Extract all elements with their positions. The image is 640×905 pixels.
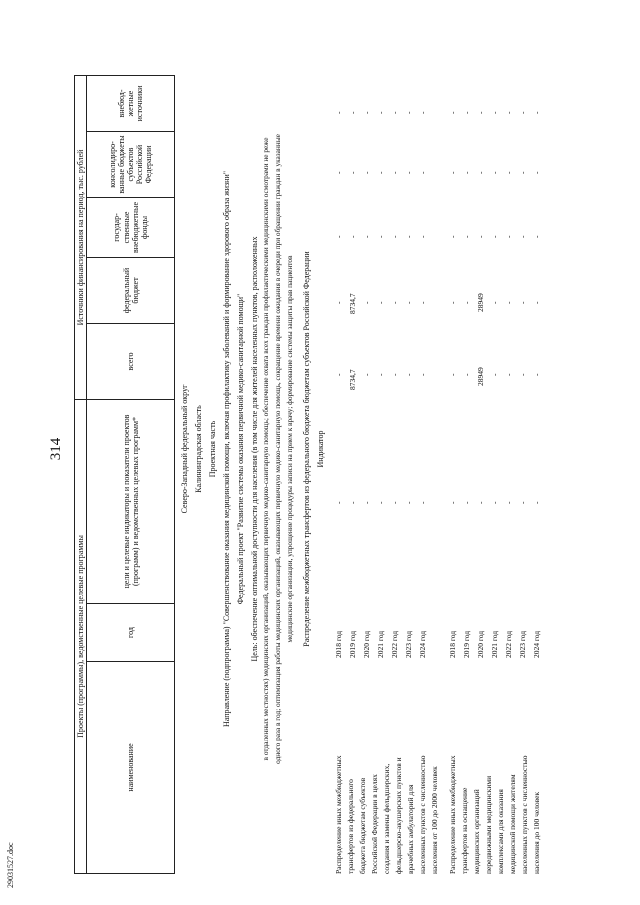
row-total: -	[390, 373, 399, 376]
district-title: Северо-Западный федеральный округ	[180, 384, 189, 514]
block-2-name-line: медицинских организаций	[472, 789, 481, 874]
block-2-name-line: передвижными медицинскими	[484, 775, 493, 874]
row-regional: -	[390, 171, 399, 174]
row-federal: -	[504, 301, 513, 304]
block-1-name-line: фельдшерско-акушерских пунктов и	[394, 757, 403, 874]
row-funds: -	[376, 235, 385, 238]
row-year: 2021 год	[490, 630, 499, 658]
row-federal: -	[462, 301, 471, 304]
table-row	[448, 24, 458, 874]
row-total: -	[376, 373, 385, 376]
block-2-name-line: медицинской помощи жителям	[508, 774, 517, 874]
block-2-name-line: населения до 100 человек	[532, 791, 541, 874]
table-row	[390, 24, 400, 874]
row-regional: -	[362, 171, 371, 174]
block-1-name-line: трансфертов из федерального	[346, 779, 355, 874]
row-year: 2019 год	[462, 630, 471, 658]
row-regional: -	[504, 171, 513, 174]
row-year: 2021 год	[376, 630, 385, 658]
header-regional: консолидиро-ванные бюджеты субъектов Российской Федерации	[87, 132, 175, 198]
block-1-name-line: населения от 100 до 2000 человек	[430, 766, 439, 874]
row-funds: -	[462, 235, 471, 238]
header-extra: внебюд-жетные источники	[87, 76, 175, 132]
row-federal: -	[404, 301, 413, 304]
row-year: 2024 год	[532, 630, 541, 658]
goal-line-3: одного раза в год; оптимизация работы медицинских организаций, оказывающих первичную медико-санитарную помощь, сокращение времени ожидания в очереди при обращении граждан в указанные	[273, 134, 282, 764]
row-regional: -	[476, 171, 485, 174]
row-regional: -	[462, 171, 471, 174]
row-total: -	[448, 373, 457, 376]
row-regional: -	[418, 171, 427, 174]
row-federal: -	[362, 301, 371, 304]
row-funds: -	[334, 235, 343, 238]
row-federal: 8734,7	[348, 293, 357, 314]
block-1-name-line: создания и замены фельдшерских,	[382, 763, 391, 874]
goal-line-4: медицинские организации, упрощение процедуры записи на прием к врачу; формирование системы защиты прав пациентов	[285, 255, 294, 643]
row-regional: -	[348, 171, 357, 174]
table-row	[532, 24, 542, 874]
row-funds: -	[490, 235, 499, 238]
row-goals: -	[390, 501, 399, 504]
row-year: 2020 год	[476, 630, 485, 658]
row-total: -	[334, 373, 343, 376]
goal-line-1: Цель: обеспечение оптимальной доступности для населения (в том числе для жителей населенных пунктов, расположенных	[250, 236, 259, 662]
row-goals: -	[334, 501, 343, 504]
row-federal: -	[490, 301, 499, 304]
header-goals: цели и целевые индикаторы и показатели проектов (программ) и ведомственных целевых программ*	[87, 400, 175, 604]
row-goals: -	[404, 501, 413, 504]
block-2-name-line: трансфертов на оснащение	[460, 787, 469, 874]
table-row	[376, 24, 386, 874]
header-table	[74, 75, 175, 874]
row-extra: -	[404, 111, 413, 114]
row-total: -	[518, 373, 527, 376]
header-total: всего	[87, 324, 175, 400]
table-row	[462, 24, 472, 874]
row-federal: -	[418, 301, 427, 304]
row-extra: -	[448, 111, 457, 114]
row-funds: -	[518, 235, 527, 238]
row-regional: -	[448, 171, 457, 174]
row-goals: -	[376, 501, 385, 504]
row-goals: -	[476, 501, 485, 504]
table-row	[418, 24, 428, 874]
row-funds: -	[504, 235, 513, 238]
row-year: 2018 год	[448, 630, 457, 658]
row-regional: -	[532, 171, 541, 174]
row-goals: -	[490, 501, 499, 504]
row-funds: -	[348, 235, 357, 238]
row-regional: -	[404, 171, 413, 174]
block-1-name-line: Распределение иных межбюджетных	[334, 755, 343, 874]
row-funds: -	[390, 235, 399, 238]
row-goals: -	[448, 501, 457, 504]
table-row	[348, 24, 358, 874]
header-name: наименование	[87, 662, 175, 874]
goal-line-2: в отдаленных местностях) медицинских организаций, оказывающих первичную медико-санитарную помощь; обеспечение охвата всех граждан профилактическими медицинскими осмотрами не реже	[261, 137, 270, 761]
row-extra: -	[518, 111, 527, 114]
row-extra: -	[376, 111, 385, 114]
row-year: 2020 год	[362, 630, 371, 658]
row-total: -	[504, 373, 513, 376]
row-total: -	[362, 373, 371, 376]
row-extra: -	[476, 111, 485, 114]
row-goals: -	[462, 501, 471, 504]
block-1-name-line: Российской Федерации в целях	[370, 774, 379, 874]
row-goals: -	[418, 501, 427, 504]
block-2-name-line: комплексами для оказания	[496, 789, 505, 874]
row-extra: -	[462, 111, 471, 114]
region-title: Калининградская область	[194, 405, 203, 493]
rotated-page	[44, 24, 640, 874]
row-regional: -	[376, 171, 385, 174]
data-rows	[334, 24, 634, 874]
federal-project-title: Федеральный проект "Развитие системы оказания первичной медико-санитарной помощи"	[236, 293, 245, 605]
row-federal: -	[334, 301, 343, 304]
table-row	[518, 24, 528, 874]
row-funds: -	[448, 235, 457, 238]
row-year: 2022 год	[504, 630, 513, 658]
row-year: 2023 год	[518, 630, 527, 658]
document-id: 29031527.doc	[6, 842, 15, 888]
block-1-name-line: врачебных амбулаторий для	[406, 784, 415, 874]
row-total: -	[532, 373, 541, 376]
row-extra: -	[348, 111, 357, 114]
table-row	[476, 24, 486, 874]
row-federal: -	[518, 301, 527, 304]
table-row	[334, 24, 344, 874]
table-row	[504, 24, 514, 874]
transfer-heading: Распределение межбюджетных трансфертов из федерального бюджета бюджетам субъектов Российской Федерации	[302, 251, 311, 647]
row-goals: -	[348, 501, 357, 504]
row-total: 8734,7	[348, 369, 357, 390]
header-group-projects: Проекты (программы), ведомственные целевые программы	[75, 400, 87, 874]
row-regional: -	[518, 171, 527, 174]
row-extra: -	[418, 111, 427, 114]
block-2-name-line: Распределение иных межбюджетных	[448, 755, 457, 874]
block-2-name-line: населенных пунктов с численностью	[520, 755, 529, 874]
row-federal: -	[448, 301, 457, 304]
row-extra: -	[504, 111, 513, 114]
row-year: 2019 год	[348, 630, 357, 658]
row-year: 2024 год	[418, 630, 427, 658]
row-total: -	[462, 373, 471, 376]
row-funds: -	[404, 235, 413, 238]
indicator-label: Индикатор	[316, 430, 325, 468]
direction-title: Направление (подпрограмма) "Совершенствование оказания медицинской помощи, включая профилактику заболеваний и формирование здорового образа жизни"	[222, 171, 231, 727]
row-total: -	[418, 373, 427, 376]
page-number: 314	[48, 437, 64, 461]
row-total: -	[490, 373, 499, 376]
row-total: -	[404, 373, 413, 376]
row-goals: -	[518, 501, 527, 504]
row-total: 28949	[476, 367, 485, 386]
row-goals: -	[504, 501, 513, 504]
row-federal: -	[376, 301, 385, 304]
row-year: 2023 год	[404, 630, 413, 658]
row-regional: -	[334, 171, 343, 174]
row-extra: -	[532, 111, 541, 114]
row-year: 2022 год	[390, 630, 399, 658]
row-year: 2018 год	[334, 630, 343, 658]
row-funds: -	[476, 235, 485, 238]
header-group-financing: Источники финансирования на период, тыс. рублей	[75, 76, 87, 400]
header-federal: федеральный бюджет	[87, 258, 175, 324]
row-funds: -	[532, 235, 541, 238]
header-year: год	[87, 604, 175, 662]
row-funds: -	[362, 235, 371, 238]
row-federal: -	[532, 301, 541, 304]
row-federal: 28949	[476, 293, 485, 312]
row-regional: -	[490, 171, 499, 174]
row-extra: -	[390, 111, 399, 114]
row-federal: -	[390, 301, 399, 304]
block-1-name-line: бюджета бюджетам субъектов	[358, 777, 367, 874]
row-goals: -	[362, 501, 371, 504]
row-extra: -	[334, 111, 343, 114]
row-funds: -	[418, 235, 427, 238]
row-extra: -	[490, 111, 499, 114]
table-row	[404, 24, 414, 874]
row-goals: -	[532, 501, 541, 504]
table-row	[362, 24, 372, 874]
block-1-name-line: населенных пунктов с численностью	[418, 755, 427, 874]
table-row	[490, 24, 500, 874]
header-funds: государ-ственные внебюджетные фонды	[87, 198, 175, 258]
row-extra: -	[362, 111, 371, 114]
part-title: Проектная часть	[208, 420, 217, 478]
